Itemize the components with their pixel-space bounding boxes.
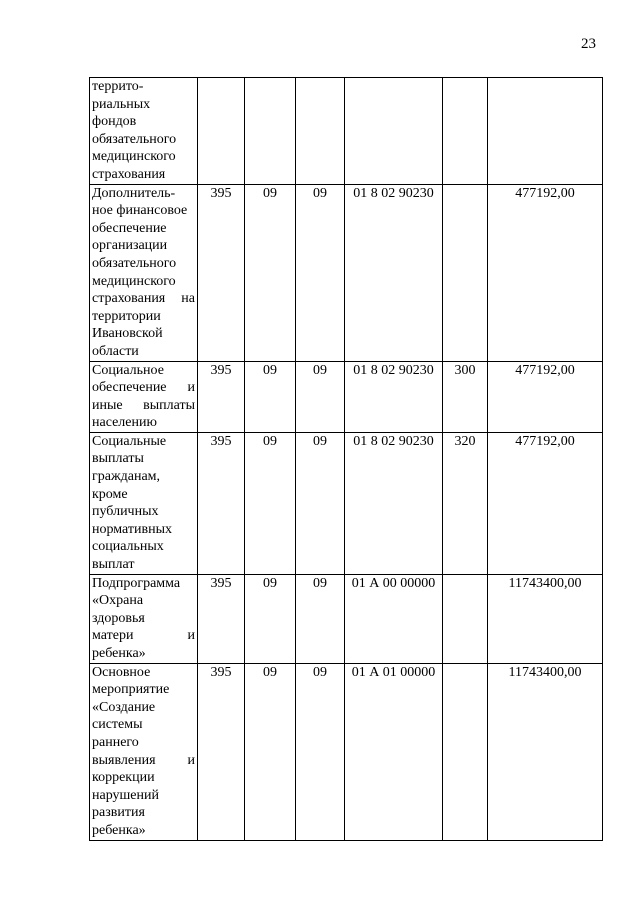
target-article-cell: 01 А 01 00000 [345,663,443,840]
row-name-line: фондов [92,114,137,130]
row-name-line: Подпрограмма [92,575,181,591]
expense-type-cell: 320 [443,432,488,574]
row-name-line: Социальное [92,362,164,378]
row-name-line: социальных [92,539,164,555]
row-name-line: матери и [92,628,195,644]
row-name-line: ребенка» [92,822,146,838]
expense-type-cell [443,574,488,663]
expense-type-cell: 300 [443,361,488,432]
row-name-line: «Создание [92,699,156,715]
admin-code-cell: 395 [198,184,245,361]
table-row [90,184,603,361]
admin-code-cell: 395 [198,361,245,432]
row-name-line: иные выплаты [92,397,195,413]
subsection-code-cell: 09 [296,663,345,840]
amount-cell: 477192,00 [488,432,603,574]
target-article-cell [345,78,443,185]
expense-type-cell [443,184,488,361]
admin-code-cell: 395 [198,663,245,840]
row-name-line: развития [92,805,145,821]
row-name-line: гражданам, [92,469,161,485]
amount-cell [488,78,603,185]
row-name-line: кроме [92,486,128,502]
target-article-cell: 01 А 00 00000 [345,574,443,663]
admin-code-cell [198,78,245,185]
row-name-line: территории [92,308,161,324]
budget-table [89,77,603,841]
subsection-code-cell: 09 [296,184,345,361]
table-row [90,432,603,574]
target-article-cell: 01 8 02 90230 [345,184,443,361]
row-name-line: обеспечение [92,220,167,236]
row-name-line: ное финансовое [92,203,188,219]
amount-cell: 11743400,00 [488,574,603,663]
row-name-line: организации [92,238,168,254]
subsection-code-cell: 09 [296,432,345,574]
amount-cell: 477192,00 [488,184,603,361]
table-row [90,663,603,840]
row-name-line: выплаты [92,451,144,467]
row-name-line: ребенка» [92,646,146,661]
section-code-cell: 09 [245,432,296,574]
row-name-line: области [92,343,139,359]
row-name-line: публичных [92,504,159,520]
target-article-cell: 01 8 02 90230 [345,432,443,574]
amount-cell: 477192,00 [488,361,603,432]
amount-cell: 11743400,00 [488,663,603,840]
expense-type-cell [443,78,488,185]
row-name-line: медицинского [92,273,176,289]
row-name-line: террито- [92,79,144,94]
row-name-line: здоровья [92,610,145,626]
section-code-cell: 09 [245,361,296,432]
row-name-line: риальных [92,96,151,112]
table-row [90,78,603,185]
expense-type-cell [443,663,488,840]
row-name-line: Социальные [92,433,167,449]
row-name-line: обязательного [92,131,177,147]
row-name-line: выявления и [92,752,195,768]
subsection-code-cell: 09 [296,574,345,663]
row-name-cell [90,574,198,663]
row-name-line: нормативных [92,521,173,537]
row-name-line: системы [92,717,143,733]
section-code-cell [245,78,296,185]
table-row [90,361,603,432]
row-name-line: Дополнитель- [92,185,176,201]
row-name-line: выплат [92,557,135,573]
subsection-code-cell: 09 [296,361,345,432]
row-name-line: страхования [92,166,166,182]
row-name-line: обеспечение и [92,380,195,396]
row-name-line: нарушений [92,787,159,803]
row-name-line: Ивановской [92,326,163,342]
page-number: 23 [581,36,596,52]
row-name-line: страхования на [92,291,195,307]
row-name-line: коррекции [92,770,155,786]
row-name-line: раннего [92,734,139,750]
table-row [90,574,603,663]
target-article-cell: 01 8 02 90230 [345,361,443,432]
row-name-cell [90,432,198,574]
row-name-cell [90,361,198,432]
subsection-code-cell [296,78,345,185]
row-name-line: Основное [92,664,151,680]
row-name-line: населению [92,415,157,431]
row-name-line: «Охрана [92,593,144,609]
row-name-cell [90,663,198,840]
row-name-cell [90,78,198,185]
section-code-cell: 09 [245,574,296,663]
row-name-line: мероприятие [92,682,170,698]
section-code-cell: 09 [245,184,296,361]
section-code-cell: 09 [245,663,296,840]
row-name-cell [90,184,198,361]
row-name-line: медицинского [92,149,176,165]
admin-code-cell: 395 [198,574,245,663]
row-name-line: обязательного [92,255,177,271]
admin-code-cell: 395 [198,432,245,574]
